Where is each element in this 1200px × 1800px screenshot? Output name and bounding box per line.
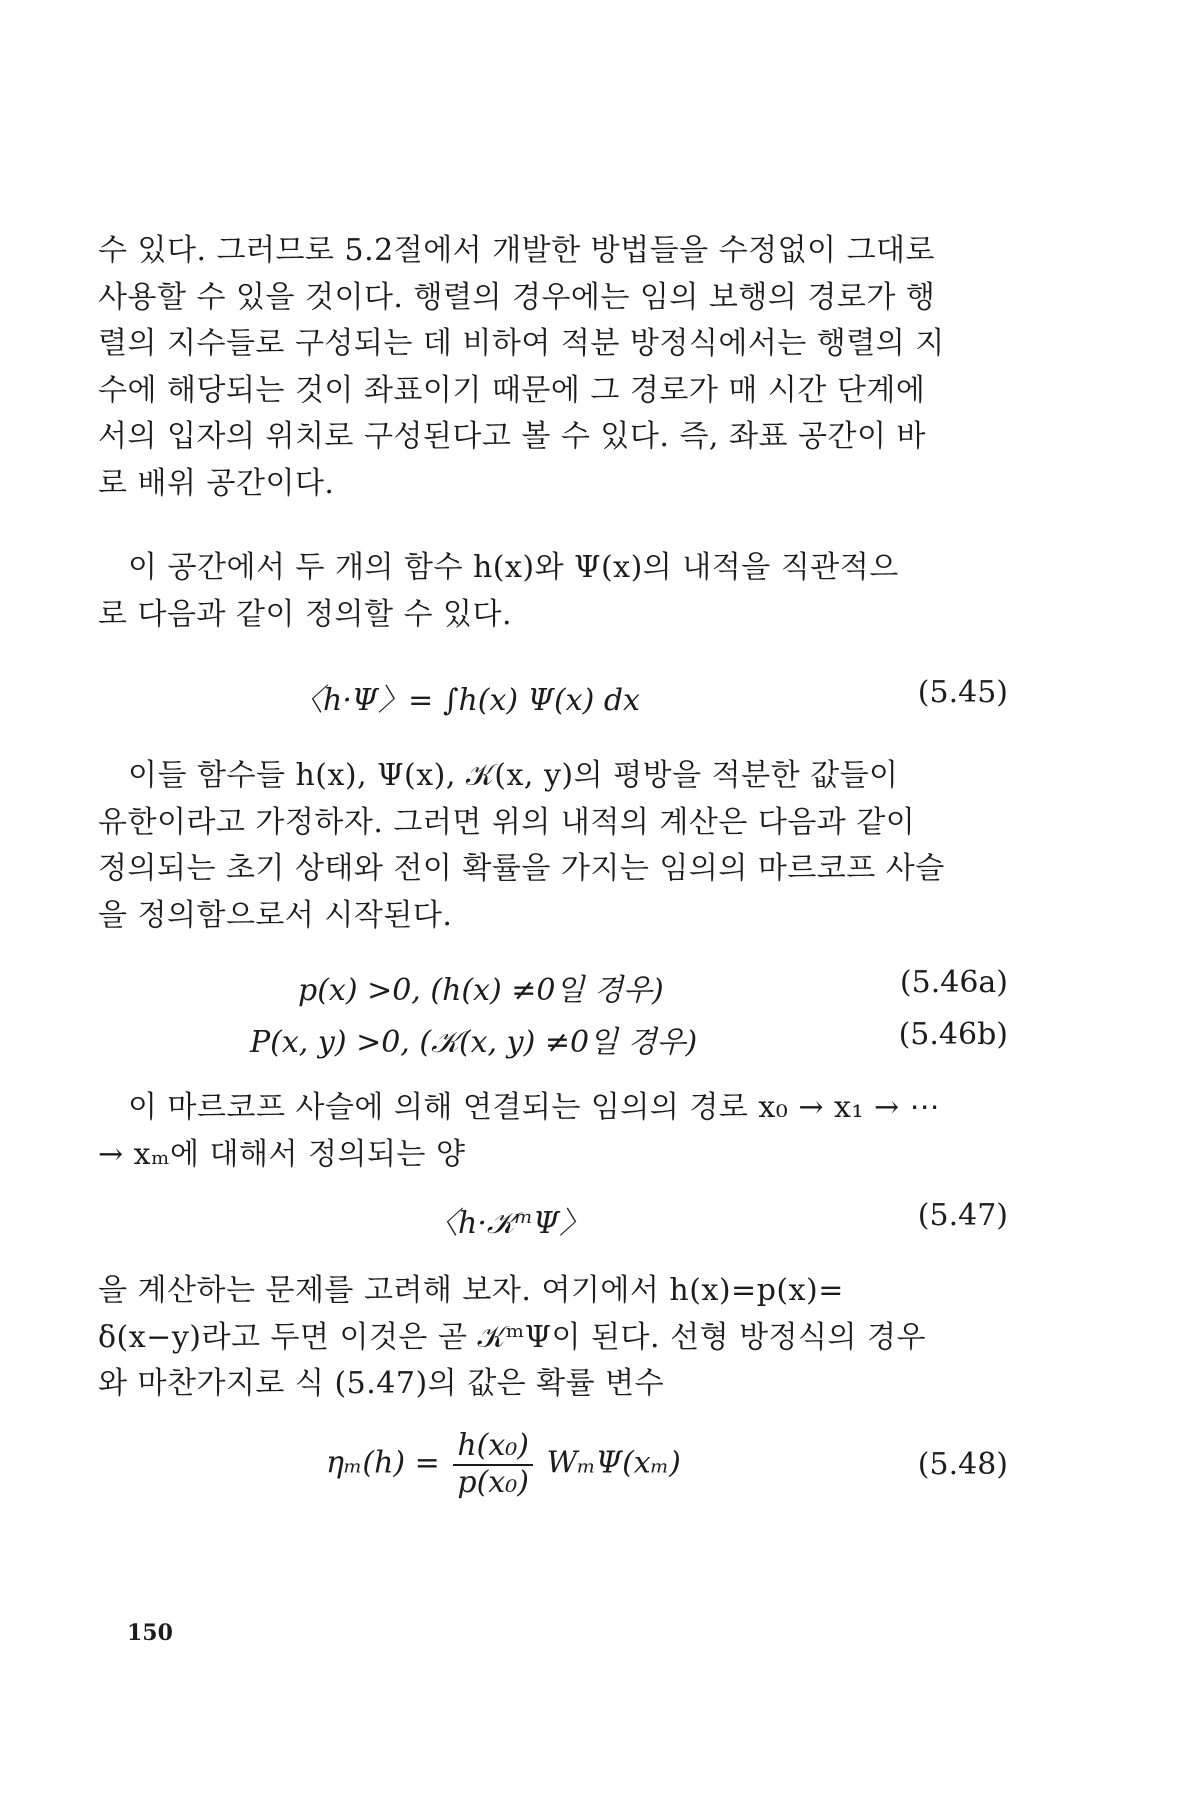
equation-number: (5.48) (917, 1447, 1008, 1482)
text-line: 이들 함수들 h(x), Ψ(x), 𝒦(x, y)의 평방을 적분한 값들이 (128, 758, 899, 793)
equation-number: (5.47) (917, 1198, 1008, 1233)
text-line: 이 마르코프 사슬에 의해 연결되는 임의의 경로 x₀ → x₁ → ⋯ (128, 1090, 941, 1125)
text-line: 로 배위 공간이다. (98, 465, 335, 501)
paragraph-4 (98, 1085, 1008, 1178)
fraction (453, 1429, 533, 1500)
equation-lhs: ηₘ(h) = (326, 1445, 440, 1481)
equation-expression: p(x) >0, (h(x) ≠0일 경우) (298, 973, 664, 1008)
text-line: 수에 해당되는 것이 좌표이기 때문에 그 경로가 매 시간 단계에 (98, 372, 926, 408)
text-line: 유한이라고 가정하자. 그러면 위의 내적의 계산은 다음과 같이 (98, 804, 916, 840)
fraction-numerator: h(x₀) (453, 1429, 533, 1466)
equation-number: (5.45) (917, 675, 1008, 710)
text-line: 을 정의함으로서 시작된다. (98, 897, 453, 933)
equation-number: (5.46b) (898, 1017, 1008, 1052)
equation-number: (5.46a) (899, 965, 1008, 1000)
equation-5-45 (98, 675, 1008, 725)
fraction-denominator: p(x₀) (457, 1464, 529, 1500)
paragraph-5 (98, 1268, 1008, 1408)
equation-5-46b (98, 1017, 1008, 1067)
equation-expression: P(x, y) >0, (𝒦(x, y) ≠0일 경우) (250, 1025, 698, 1060)
text-line: 이 공간에서 두 개의 함수 h(x)와 Ψ(x)의 내적을 직관적으 (128, 550, 899, 585)
text-line: → xₘ에 대해서 정의되는 양 (98, 1136, 466, 1172)
equation-expression: 〈h·Ψ〉= ∫h(x) Ψ(x) dx (293, 683, 640, 718)
equation-5-46a (98, 965, 1008, 1015)
equation-expression: 〈h·𝒦ᵐΨ〉 (428, 1206, 590, 1241)
page-number: 150 (127, 1620, 173, 1646)
text-line: 사용할 수 있을 것이다. 행렬의 경우에는 임의 보행의 경로가 행 (98, 279, 936, 315)
text-line: 로 다음과 같이 정의할 수 있다. (98, 596, 512, 632)
text-line: 서의 입자의 위치로 구성된다고 볼 수 있다. 즉, 좌표 공간이 바 (98, 419, 926, 454)
text-line: δ(x−y)라고 두면 이것은 곧 𝒦ᵐΨ이 된다. 선형 방정식의 경우 (98, 1319, 926, 1355)
paragraph-2 (98, 545, 1008, 638)
equation-expression (326, 1429, 681, 1500)
text-line: 을 계산하는 문제를 고려해 보자. 여기에서 h(x)=p(x)= (98, 1273, 844, 1308)
text-line: 렬의 지수들로 구성되는 데 비하여 적분 방정식에서는 행렬의 지 (98, 326, 945, 361)
paragraph-3 (98, 753, 1008, 939)
text-line: 와 마찬가지로 식 (5.47)의 값은 확률 변수 (98, 1366, 665, 1401)
text-line: 정의되는 초기 상태와 전이 확률을 가지는 임의의 마르코프 사슬 (98, 851, 945, 886)
equation-5-48 (98, 1425, 1008, 1505)
equation-rhs: WₘΨ(xₘ) (546, 1445, 681, 1481)
equation-5-47 (98, 1198, 1008, 1248)
text-line: 수 있다. 그러므로 5.2절에서 개발한 방법들을 수정없이 그대로 (98, 233, 936, 268)
paragraph-1 (98, 228, 1008, 507)
